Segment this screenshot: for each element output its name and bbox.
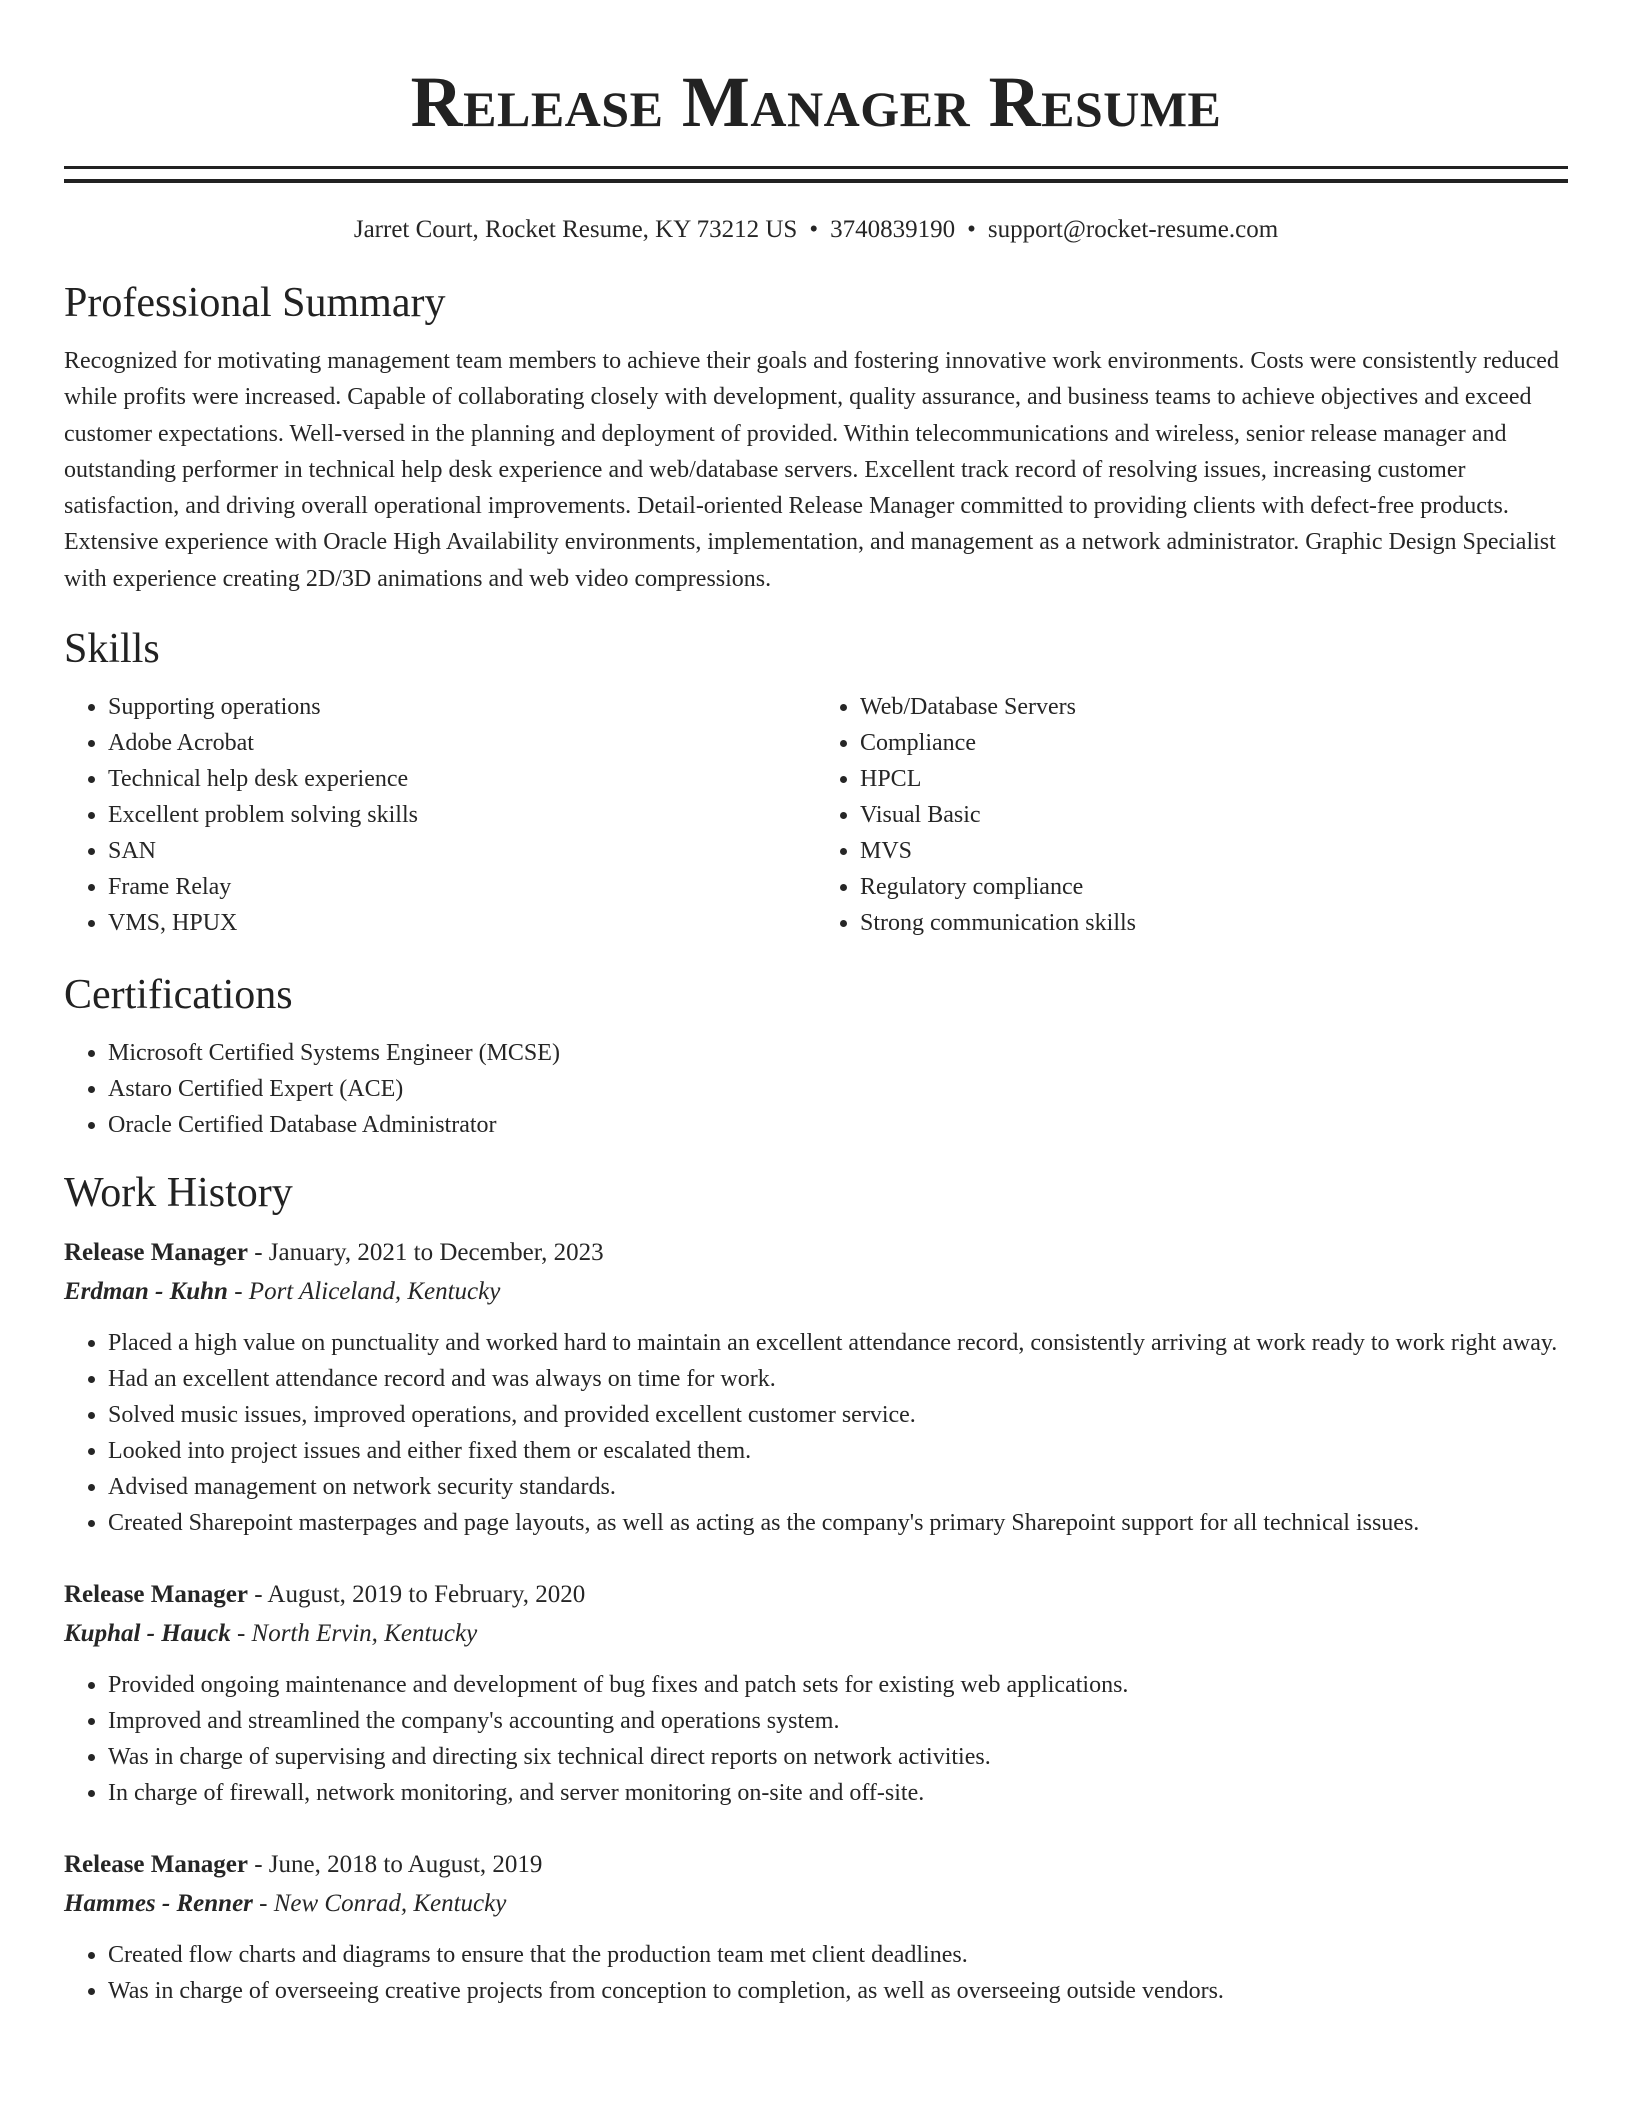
job-dates: June, 2018 to August, 2019 — [268, 1851, 543, 1879]
summary-text: Recognized for motivating management team members to achieve their goals and fostering innovative work environments. Costs were consistently reduced while profits were increased. Capable of collaborating closely with development, quality assurance, and business teams to achieve objectives and exceed customer expectations. Well-versed in the planning and deployment of provided. Within telecommunications and wireless, senior release manager and outstanding performer in technical help desk experience and web/database servers. Excellent track record of resolving issues, increasing customer satisfaction, and driving overall operational improvements. Detail-oriented Release Manager committed to providing clients with defect-free products. Extensive experience with Oracle High Availability environments, implementation, and management as a network administrator. Graphic Design Specialist with experience creating 2D/3D animations and web video compressions. — [64, 348, 1559, 592]
skill-item: • HPCL — [860, 761, 1568, 797]
company-name: Hammes - Renner — [64, 1890, 253, 1918]
job-bullet: • Was in charge of overseeing creative projects from conception to completion, as well as overseeing outside vendors. — [108, 1973, 1568, 2009]
certifications-heading: Certifications — [64, 972, 293, 1019]
job-title: Release Manager — [64, 1581, 248, 1609]
job-employer — [64, 1614, 1568, 1653]
job-dash: - — [230, 1620, 252, 1648]
job-dates: August, 2019 to February, 2020 — [267, 1581, 586, 1609]
job-title: Release Manager — [64, 1851, 248, 1879]
contact-address: Jarret Court, Rocket Resume, KY 73212 US — [353, 216, 798, 243]
skills-columns — [64, 689, 1568, 941]
job-bullet: • Had an excellent attendance record and was always on time for work. — [108, 1361, 1568, 1397]
job-dash: - — [247, 1581, 268, 1609]
job-dash: - — [247, 1239, 269, 1267]
job-bullets — [64, 1667, 1568, 1811]
job-title: Release Manager — [64, 1239, 248, 1267]
certification-item: • Astaro Certified Expert (ACE) — [108, 1071, 1568, 1107]
job-header — [64, 1575, 1568, 1614]
skills-list-left — [64, 689, 816, 941]
job-entry — [64, 1233, 1568, 1541]
skill-item: • Compliance — [860, 725, 1568, 761]
skill-item: • Technical help desk experience — [108, 761, 816, 797]
job-bullet: • Advised management on network security standards. — [108, 1469, 1568, 1505]
skill-item: • Frame Relay — [108, 869, 816, 905]
job-bullet: • Was in charge of supervising and directing six technical direct reports on network activities. — [108, 1739, 1568, 1775]
title-divider — [64, 166, 1568, 183]
contact-separator: • — [809, 216, 819, 243]
job-bullet: • Improved and streamlined the company's accounting and operations system. — [108, 1703, 1568, 1739]
job-dash: - — [227, 1278, 249, 1306]
skill-item: • Web/Database Servers — [860, 689, 1568, 725]
work-history-heading: Work History — [64, 1170, 293, 1217]
job-bullet: • Solved music issues, improved operations, and provided excellent customer service. — [108, 1397, 1568, 1433]
company-name: Kuphal - Hauck — [64, 1620, 231, 1648]
job-dash: - — [252, 1890, 274, 1918]
contact-email: support@rocket-resume.com — [987, 216, 1279, 243]
job-bullets — [64, 1937, 1568, 2009]
job-bullet: • Looked into project issues and either fixed them or escalated them. — [108, 1433, 1568, 1469]
resume-title: Release Manager Resume — [410, 62, 1222, 142]
job-entry — [64, 1845, 1568, 2009]
skill-item: • VMS, HPUX — [108, 905, 816, 941]
certification-item: • Microsoft Certified Systems Engineer (MCSE) — [108, 1035, 1568, 1071]
job-employer — [64, 1884, 1568, 1923]
job-bullets — [64, 1325, 1568, 1541]
skill-item: • Supporting operations — [108, 689, 816, 725]
skill-item: • Visual Basic — [860, 797, 1568, 833]
skill-item: • SAN — [108, 833, 816, 869]
job-bullet: • Created flow charts and diagrams to ensure that the production team met client deadlines. — [108, 1937, 1568, 1973]
job-header — [64, 1845, 1568, 1884]
job-dash: - — [247, 1851, 269, 1879]
company-name: Erdman - Kuhn — [64, 1278, 228, 1306]
job-bullet: • Provided ongoing maintenance and development of bug fixes and patch sets for existing web applications. — [108, 1667, 1568, 1703]
contact-line — [64, 213, 1568, 247]
skills-list-right — [816, 689, 1568, 941]
job-bullet: • Placed a high value on punctuality and worked hard to maintain an excellent attendance record, consistently arriving at work ready to work right away. — [108, 1325, 1568, 1361]
job-bullet: • In charge of firewall, network monitoring, and server monitoring on-site and off-site. — [108, 1775, 1568, 1811]
skill-item: • Adobe Acrobat — [108, 725, 816, 761]
job-dates: January, 2021 to December, 2023 — [268, 1239, 604, 1267]
job-header — [64, 1233, 1568, 1272]
skill-item: • Excellent problem solving skills — [108, 797, 816, 833]
company-location: North Ervin, Kentucky — [251, 1620, 478, 1648]
skill-item: • MVS — [860, 833, 1568, 869]
certification-item: • Oracle Certified Database Administrator — [108, 1107, 1568, 1143]
job-entry — [64, 1575, 1568, 1811]
certifications-list — [64, 1035, 1568, 1143]
job-employer — [64, 1272, 1568, 1311]
skill-item: • Regulatory compliance — [860, 869, 1568, 905]
skills-heading: Skills — [64, 626, 160, 673]
company-location: New Conrad, Kentucky — [273, 1890, 507, 1918]
job-bullet: • Created Sharepoint masterpages and page layouts, as well as acting as the company's primary Sharepoint support for all technical issues. — [108, 1505, 1568, 1541]
company-location: Port Aliceland, Kentucky — [248, 1278, 501, 1306]
contact-phone: 3740839190 — [830, 216, 956, 243]
contact-separator: • — [967, 216, 976, 243]
skill-item: • Strong communication skills — [860, 905, 1568, 941]
summary-heading: Professional Summary — [64, 280, 446, 326]
